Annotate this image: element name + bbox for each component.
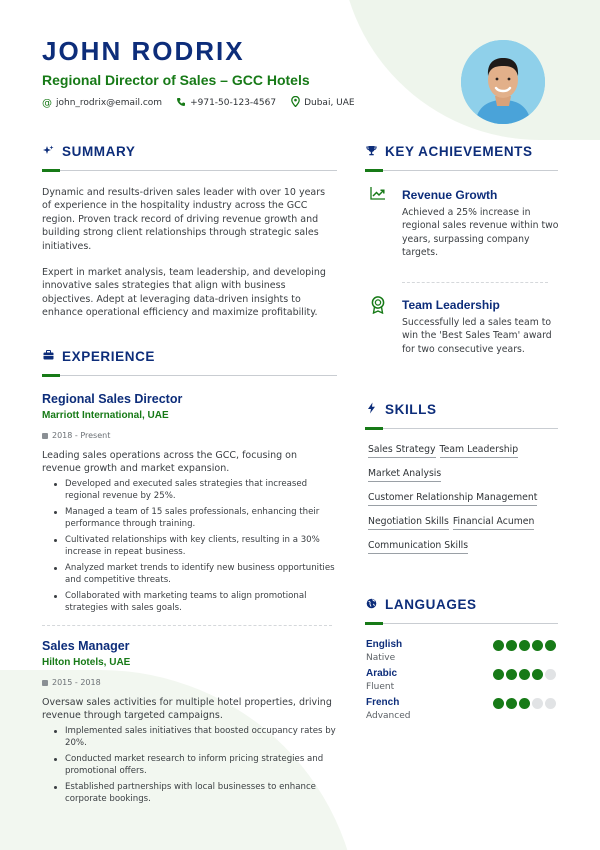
- profile-photo: [461, 40, 545, 124]
- sparkle-icon: [42, 145, 54, 159]
- skills-list: [368, 444, 558, 564]
- job-bullet: Established partnerships with local businesses to enhance corporate bookings.: [54, 781, 338, 805]
- experience-heading: [42, 349, 155, 364]
- achievement-body: [402, 188, 560, 259]
- email-text: john_rodrix@email.com: [56, 98, 163, 108]
- achievements-title: KEY ACHIEVEMENTS: [385, 144, 533, 159]
- skills-row: [368, 468, 558, 482]
- skills-heading: [365, 402, 437, 417]
- rating-dot-filled: [493, 669, 504, 680]
- languages-title: LANGUAGES: [385, 597, 477, 612]
- job-title: Sales Manager: [42, 639, 130, 653]
- job-dates: [42, 678, 338, 687]
- contact-phone[interactable]: [176, 97, 276, 110]
- rating-dot-filled: [519, 640, 530, 651]
- language-level: Fluent: [366, 682, 395, 692]
- skill-tag: Sales Strategy: [368, 444, 436, 458]
- skill-tag: Customer Relationship Management: [368, 492, 537, 506]
- achievements-divider: [365, 170, 558, 171]
- experience-title: EXPERIENCE: [62, 349, 156, 364]
- job-company: Marriott International, UAE: [42, 410, 169, 421]
- skill-tag: Market Analysis: [368, 468, 441, 482]
- contact-info: [42, 96, 442, 110]
- achievements-heading: [365, 144, 533, 159]
- language-rating: [493, 640, 556, 663]
- rating-dot-filled: [506, 640, 517, 651]
- experience-separator: [42, 625, 332, 626]
- calendar-icon: [42, 680, 48, 686]
- job-bullet: Developed and executed sales strategies that increased regional revenue by 25%.: [54, 478, 338, 502]
- job-bullet: Cultivated relationships with key clients, resulting in a 30% increase in repeat business.: [54, 534, 338, 558]
- candidate-headline: Regional Director of Sales – GCC Hotels: [42, 72, 310, 88]
- rating-dot-empty: [545, 669, 556, 680]
- job-bullets: [42, 478, 338, 614]
- skills-title: SKILLS: [385, 402, 437, 417]
- languages-heading: [365, 597, 477, 612]
- globe-icon: [365, 598, 377, 612]
- rating-dot-filled: [506, 698, 517, 709]
- summary-title: SUMMARY: [62, 144, 136, 159]
- contact-location: [290, 96, 355, 110]
- skill-tag: Team Leadership: [440, 444, 519, 458]
- skill-tag: Financial Acumen: [453, 516, 535, 530]
- map-pin-icon: [290, 96, 300, 110]
- language-rating: [493, 698, 556, 721]
- rating-dot-empty: [545, 698, 556, 709]
- briefcase-icon: [42, 350, 54, 363]
- rating-dot-filled: [519, 669, 530, 680]
- experience-divider: [42, 375, 337, 376]
- job-dates-text: 2018 - Present: [52, 431, 111, 440]
- summary-text: [42, 186, 332, 320]
- language-name: French: [366, 697, 400, 708]
- language-item: [366, 639, 556, 663]
- achievement-title: Revenue Growth: [402, 188, 498, 202]
- candidate-name: JOHN RODRIX: [42, 36, 245, 66]
- rating-dot-filled: [519, 698, 530, 709]
- skill-tag: Negotiation Skills: [368, 516, 449, 530]
- achievement-item: [370, 298, 560, 356]
- language-name: English: [366, 639, 403, 650]
- rating-dot-filled: [532, 640, 543, 651]
- achievement-body: [402, 298, 560, 356]
- skills-divider: [365, 428, 558, 429]
- languages-divider: [365, 623, 558, 624]
- job-bullet: Analyzed market trends to identify new business opportunities and competitive threats.: [54, 562, 338, 586]
- trophy-icon: [365, 145, 377, 159]
- at-icon: @: [42, 97, 52, 109]
- resume-header: [42, 36, 442, 110]
- experience-entry: [42, 639, 338, 809]
- skills-row: [368, 492, 558, 506]
- job-dates: [42, 431, 338, 440]
- summary-divider: [42, 170, 337, 171]
- language-item: [366, 697, 556, 721]
- language-info: [366, 668, 397, 692]
- job-description: Oversaw sales activities for multiple hotel properties, driving revenue through targeted campaigns.: [42, 697, 332, 721]
- contact-email[interactable]: [42, 98, 162, 109]
- job-company: Hilton Hotels, UAE: [42, 657, 131, 668]
- job-description: Leading sales operations across the GCC, focusing on revenue growth and market expansion.: [42, 450, 297, 474]
- language-name: Arabic: [366, 668, 398, 679]
- skill-tag: Communication Skills: [368, 540, 468, 554]
- rating-dot-filled: [545, 640, 556, 651]
- achievement-description: Successfully led a sales team to win the 'Best Sales Team' award for two consecutive years.: [402, 317, 552, 355]
- phone-text: +971-50-123-4567: [190, 98, 277, 108]
- language-info: [366, 639, 402, 663]
- summary-paragraph-1: Dynamic and results-driven sales leader with over 10 years of experience in the hospitality industry across the GCC region. Proven track record of driving revenue growth and building strong client relationships through strategic sales initiatives.: [42, 187, 326, 252]
- skills-row: [368, 516, 558, 530]
- skills-row: [368, 540, 558, 554]
- experience-entry: [42, 392, 338, 618]
- language-item: [366, 668, 556, 692]
- job-dates-text: 2015 - 2018: [52, 678, 101, 687]
- language-info: [366, 697, 410, 721]
- achievement-separator: [402, 282, 548, 283]
- rating-dot-empty: [532, 698, 543, 709]
- rating-dot-filled: [532, 669, 543, 680]
- job-bullet: Implemented sales initiatives that boosted occupancy rates by 20%.: [54, 725, 338, 749]
- location-text: Dubai, UAE: [304, 98, 355, 108]
- achievement-description: Achieved a 25% increase in regional sales revenue within two years, surpassing company targets.: [402, 207, 559, 258]
- language-rating: [493, 669, 556, 692]
- job-bullets: [42, 725, 338, 805]
- award-icon: [370, 296, 386, 356]
- summary-heading: [42, 144, 135, 159]
- phone-icon: [176, 97, 186, 110]
- job-bullet: Collaborated with marketing teams to align promotional strategies with sales goals.: [54, 590, 338, 614]
- trending-up-icon: [370, 186, 386, 259]
- calendar-icon: [42, 433, 48, 439]
- language-level: Native: [366, 653, 396, 663]
- job-bullet: Conducted market research to inform pricing strategies and promotional offers.: [54, 753, 338, 777]
- skills-row: [368, 444, 558, 458]
- summary-paragraph-2: Expert in market analysis, team leadership, and developing innovative sales strategies that align with business objectives. Adept at leveraging data-driven insights to enhance operational efficiency and maximize profitability.: [42, 267, 326, 319]
- achievement-title: Team Leadership: [402, 298, 500, 312]
- language-level: Advanced: [366, 711, 411, 721]
- achievement-item: [370, 188, 560, 259]
- rating-dot-filled: [493, 698, 504, 709]
- job-bullet: Managed a team of 15 sales professionals, enhancing their performance through training.: [54, 506, 338, 530]
- job-title: Regional Sales Director: [42, 392, 183, 406]
- rating-dot-filled: [506, 669, 517, 680]
- lightning-icon: [365, 402, 377, 417]
- rating-dot-filled: [493, 640, 504, 651]
